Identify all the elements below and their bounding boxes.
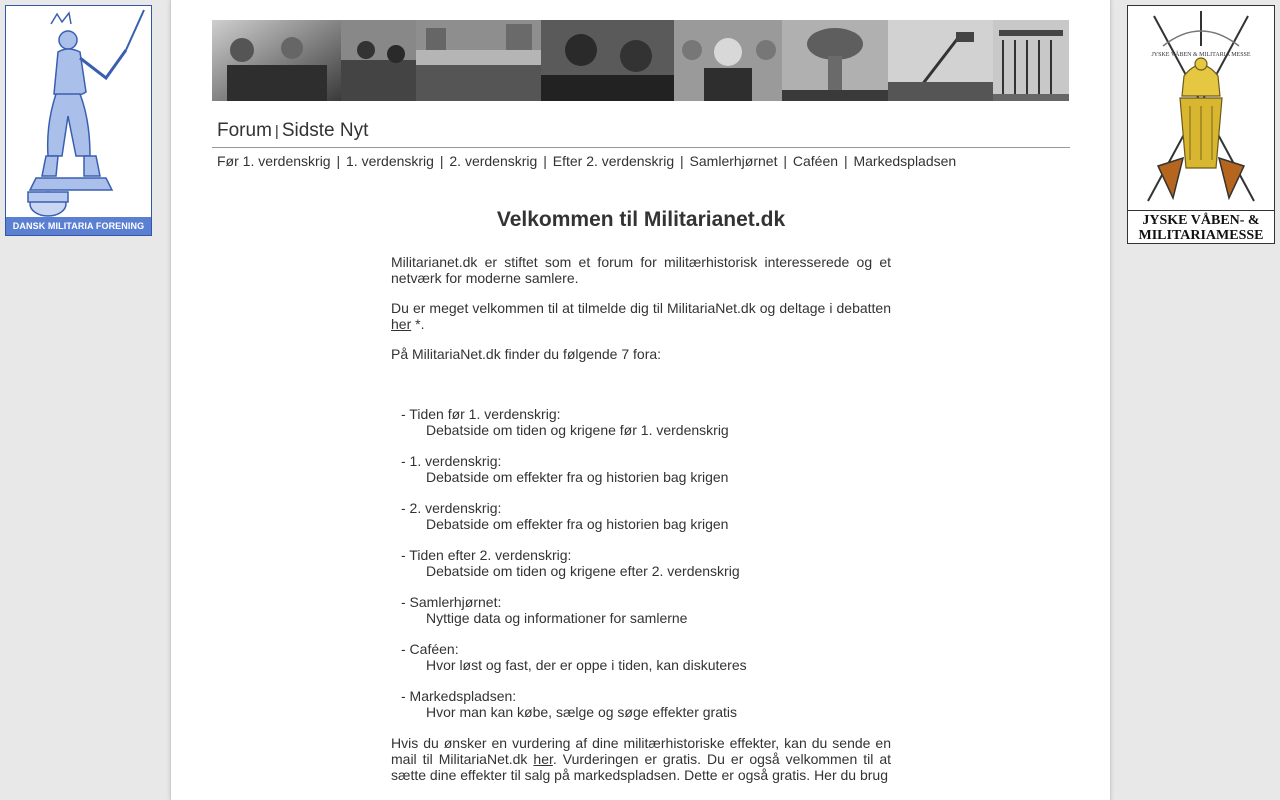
category-separator: |: [439, 153, 444, 169]
right-ad-caption-line2: MILITARIAMESSE: [1138, 228, 1264, 243]
emblem-text: JYSKE VÅBEN & MILITARIA MESSE: [1151, 52, 1251, 58]
welcome-content: [391, 206, 891, 797]
category-separator: |: [336, 153, 341, 169]
fora-intro: På MilitariaNet.dk finder du følgende 7 fora:: [391, 346, 662, 362]
category-link-ww2[interactable]: 2. verdenskrig: [449, 153, 538, 169]
forum-item: [401, 547, 891, 579]
left-ad-caption: DANSK MILITARIA FORENING: [6, 217, 151, 235]
jyske-vaaben-messe-ad[interactable]: [1127, 5, 1275, 244]
nav-divider: [212, 147, 1070, 148]
dansk-militaria-forening-ad[interactable]: [5, 5, 152, 236]
category-separator: |: [543, 153, 547, 169]
forum-name: - Samlerhjørnet:: [401, 594, 502, 610]
forum-name: - 1. verdenskrig:: [401, 453, 502, 469]
right-ad-caption: [1128, 210, 1274, 243]
forum-item: [401, 688, 891, 720]
weapons-emblem-illustration: [1128, 6, 1274, 209]
forum-item: [401, 641, 891, 673]
forum-description: Hvor løst og fast, der er oppe i tiden, kan diskuteres: [426, 657, 747, 673]
forum-link[interactable]: Forum: [217, 120, 272, 141]
forum-name: - 2. verdenskrig:: [401, 500, 502, 516]
forum-description: Nyttige data og informationer for samlerne: [426, 610, 688, 626]
forum-item: [401, 453, 891, 485]
forum-item: [401, 406, 891, 438]
banner-photo-camp-gate: [993, 20, 1069, 101]
forum-item: [401, 594, 891, 626]
category-link-marketplace[interactable]: Markedspladsen: [853, 153, 957, 169]
right-ad-caption-line1: JYSKE VÅBEN- &: [1142, 213, 1260, 228]
banner-photo-crowd: [416, 20, 541, 101]
valuation-text-continued: . Vurderingen er gratis. Du er også velkommen til at sætte dine effekter til salg på markedspladsen. Dette er også gratis. Her du brug: [391, 751, 892, 783]
banner-photo-officers: [212, 20, 341, 101]
forum-description: Hvor man kan købe, sælge og søge effekter gratis: [426, 704, 737, 720]
category-link-pre-ww1[interactable]: Før 1. verdenskrig: [217, 153, 331, 169]
history-photo-banner: [212, 20, 1069, 101]
soldier-statue-illustration: [6, 6, 151, 217]
valuation-text: Hvis du ønsker en vurdering af dine militærhistoriske effekter, kan du sende en mail til MilitariaNet.dk: [391, 735, 891, 767]
signup-link[interactable]: her: [391, 316, 412, 332]
forum-name: - Tiden efter 2. verdenskrig:: [401, 547, 572, 563]
category-link-collectors-corner[interactable]: Samlerhjørnet: [689, 153, 778, 169]
category-link-post-ww2[interactable]: Efter 2. verdenskrig: [552, 153, 675, 169]
main-column: [170, 0, 1111, 800]
category-link-cafe[interactable]: Caféen: [792, 153, 839, 169]
intro-paragraph: Militarianet.dk er stiftet som et forum for militærhistorisk interesserede og et netværk for moderne samlere.: [391, 254, 891, 286]
nav-separator: |: [274, 123, 279, 140]
category-navigation: [217, 153, 956, 169]
forum-description: Debatside om tiden og krigene før 1. verdenskrig: [426, 422, 729, 438]
forum-description: Debatside om tiden og krigene efter 2. verdenskrig: [426, 563, 740, 579]
forum-description: Debatside om effekter fra og historien bag krigen: [426, 516, 729, 532]
top-navigation: [217, 120, 368, 142]
forum-name: - Caféen:: [401, 641, 459, 657]
category-separator: |: [680, 153, 684, 169]
banner-photo-flag-raising: [888, 20, 993, 101]
category-separator: |: [783, 153, 787, 169]
banner-photo-mushroom-cloud: [782, 20, 888, 101]
signup-paragraph: [391, 300, 891, 332]
forum-description: Debatside om effekter fra og historien bag krigen: [426, 469, 729, 485]
latest-news-link[interactable]: Sidste Nyt: [281, 120, 369, 141]
valuation-mail-link[interactable]: her: [533, 751, 553, 767]
signup-suffix: *.: [411, 316, 425, 332]
forum-name: - Markedspladsen:: [401, 688, 517, 704]
signup-text: Du er meget velkommen til at tilmelde dig til MilitariaNet.dk og deltage i debatten: [391, 300, 891, 316]
page-title: Velkommen til Militarianet.dk: [496, 208, 786, 231]
banner-photo-helmets: [541, 20, 674, 101]
category-separator: |: [843, 153, 848, 169]
banner-photo-soldiers: [341, 20, 416, 101]
fora-list: [391, 406, 891, 720]
valuation-paragraph: [391, 735, 891, 783]
forum-item: [401, 500, 891, 532]
banner-photo-politicians: [674, 20, 782, 101]
category-link-ww1[interactable]: 1. verdenskrig: [346, 153, 434, 169]
forum-name: - Tiden før 1. verdenskrig:: [401, 406, 561, 422]
